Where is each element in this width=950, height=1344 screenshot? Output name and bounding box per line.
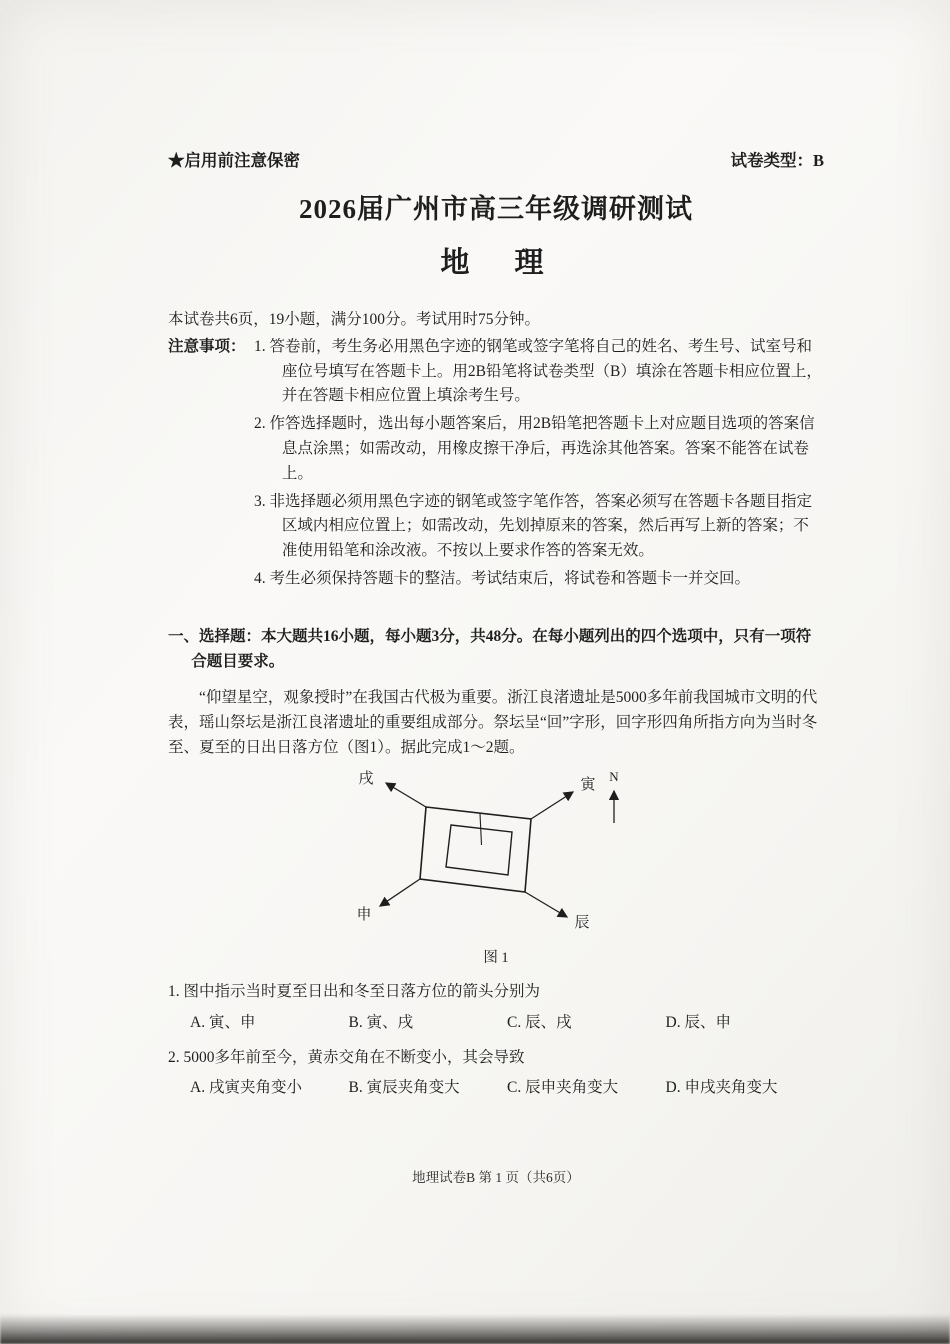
note-item-2: 2. 作答选择题时，选出每小题答案后，用2B铅笔把答题卡上对应题目选项的答案信息点涂黑；如需改动，用橡皮擦干净后，再选涂其他答案。答案不能答在试卷上。 (254, 415, 815, 482)
secrecy-notice: ★启用前注意保密 (168, 151, 300, 170)
label-shen: 申 (356, 906, 372, 923)
north-label: N (609, 768, 619, 784)
altar-diagram (326, 767, 666, 947)
note-item-1: 1. 答卷前，考生务必用黑色字迹的钢笔或签字笔将自己的姓名、考生号、试室号和座位号填写在答题卡上。用2B铅笔将试卷类型（B）填涂在答题卡相应位置上，并在答题卡相应位置上填涂考生号。 (254, 337, 822, 405)
option-1a: A. 寅、申 (190, 1013, 256, 1031)
question-1-stem: 1. 图中指示当时夏至日出和冬至日落方位的箭头分别为 (168, 982, 541, 1000)
header-row (168, 148, 824, 174)
question-2-stem: 2. 5000多年前至今，黄赤交角在不断变小，其会导致 (168, 1048, 525, 1066)
arrow-ne (531, 792, 573, 819)
arrow-nw (386, 783, 426, 807)
subject-title: 地 理 (440, 246, 552, 279)
figure-1 (306, 767, 686, 970)
arrow-se (525, 892, 567, 917)
exam-title: 2026届广州市高三年级调研测试 (299, 194, 693, 225)
section-heading: 一、选择题：本大题共16小题，每小题3分，共48分。在每小题列出的四个选项中，只有一项符合题目要求。 (168, 627, 812, 670)
altar-outer-square (420, 807, 531, 892)
scan-edge-shadow (0, 1314, 950, 1344)
option-2a: A. 戌寅夹角变小 (190, 1079, 302, 1097)
question-1 (168, 980, 824, 1036)
option-2d: D. 申戌夹角变大 (665, 1079, 778, 1097)
note-item-4: 4. 考生必须保持答题卡的整洁。考试结束后，将试卷和答题卡一并交回。 (254, 569, 751, 587)
question-1-options (168, 1011, 824, 1036)
option-2c: C. 辰申夹角变大 (507, 1079, 619, 1097)
altar-inner-square (446, 825, 512, 875)
label-yin: 寅 (580, 776, 596, 793)
question-2 (168, 1046, 824, 1102)
page-footer: 地理试卷B 第 1 页（共6页） (412, 1170, 580, 1186)
paper-type-label: 试卷类型：B (730, 151, 824, 170)
option-1d: D. 辰、申 (665, 1013, 731, 1031)
question-2-options (168, 1076, 824, 1101)
option-2b: B. 寅辰夹角变大 (348, 1079, 460, 1097)
altar-mark-line (480, 813, 482, 845)
exam-meta-line: 本试卷共6页，19小题，满分100分。考试用时75分钟。 (168, 310, 541, 328)
notes-section (168, 335, 824, 595)
notes-label: 注意事项： (168, 337, 246, 355)
label-xu: 戌 (358, 770, 374, 787)
passage-text: “仰望星空，观象授时”在我国古代极为重要。浙江良渚遗址是5000多年前我国城市文明的代表，瑶山祭坛是浙江良渚遗址的重要组成部分。祭坛呈“回”字形，回字形四角所指方向为当时冬至、夏至的日出日落方位（图1）。据此完成1～2题。 (168, 689, 818, 756)
label-chen: 辰 (574, 914, 590, 931)
note-item-3: 3. 非选择题必须用黑色字迹的钢笔或签字笔作答，答案必须写在答题卡各题目指定区域内相应位置上；如需改动，先划掉原来的答案，然后再写上新的答案；不准使用铅笔和涂改液。不按以上要求作答的答案无效。 (254, 492, 813, 560)
arrow-sw (380, 879, 420, 906)
option-1b: B. 寅、戌 (348, 1013, 414, 1031)
notes-items (254, 335, 824, 595)
figure-caption: 图 1 (483, 949, 509, 966)
option-1c: C. 辰、戌 (507, 1013, 572, 1031)
